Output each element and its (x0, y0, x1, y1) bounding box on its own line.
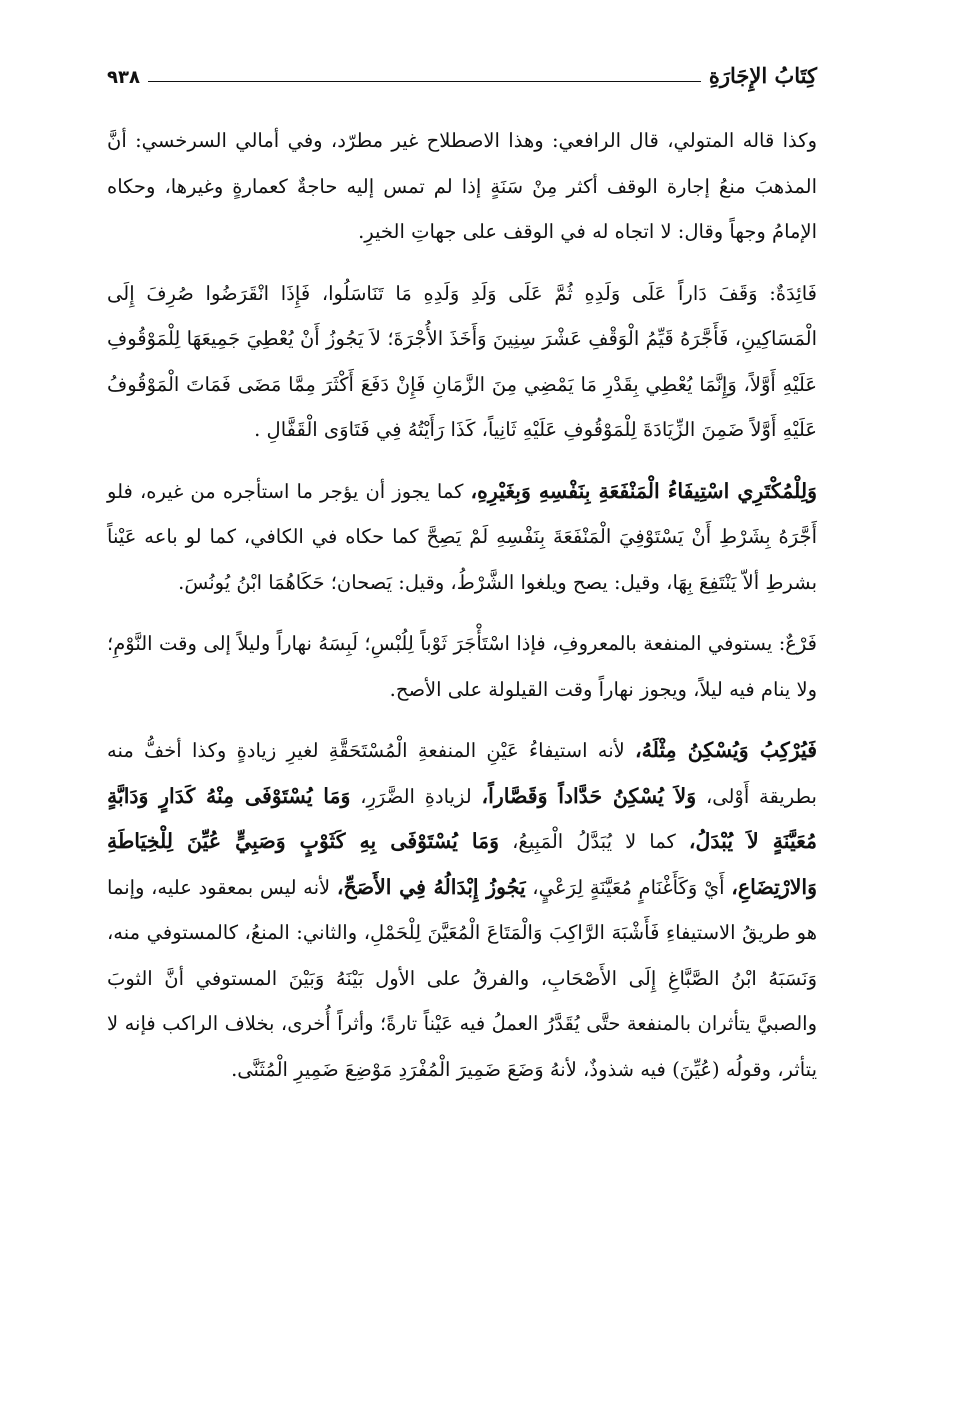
paragraph-2: فَائِدَةٌ: وَقَفَ دَاراً عَلَى وَلَدِهِ ثُمَّ عَلَى وَلَدِ وَلَدِهِ مَا تَنَاسَلُوا، فَإِذَا انْقَرَضُوا صُرِفَ إِلَى الْمَسَاكِينِ، فَأَجَّرَهُ قَيِّمُ الْوَقْفِ عَشْرَ سِنِينَ وَأَخَذَ الأُجْرَةَ؛ لاَ يَجُوزُ أَنْ يُعْطِيَ جَمِيعَهَا لِلْمَوْقُوفِ عَلَيْهِ أَوَّلاً، وَإِنَّمَا يُعْطِي بِقَدْرِ مَا يَمْضِي مِنَ الزَّمَانِ فَإِنْ دَفَعَ أَكْثَرَ مِمَّا مَضَى فَمَاتَ الْمَوْقُوفُ عَلَيْهِ أَوَّلاً ضَمِنَ الزِّيَادَةَ لِلْمَوْقُوفِ عَلَيْهِ ثَانِياً، كَذَا رَأَيْتُهُ فِي فَتَاوَى الْقَفَّالِ . (107, 281, 817, 441)
header-rule (148, 81, 701, 82)
matn-text: وَمَا يُسْتَوْفَى بِهِ كَثَوْبٍ وَصَبِيٍّ عُيِّنَ لِلْخِيَاطَةِ وَالارْتِضَاعِ، (107, 829, 818, 899)
paragraph-5 (107, 728, 817, 1092)
chapter-title: كِتَابُ الإِجَارَةِ (708, 63, 817, 88)
paragraph-1: وكذا قاله المتولي، قال الرافعي: وهذا الاصطلاح غير مطرّد، وفي أمالي السرخسي: أنَّ المذهبَ منعُ إجارة الوقف أكثر مِنْ سَنَةٍ إذا لم تمس إليه حاجةٌ كعمارةٍ وغيرها، وحكاه الإمامُ وجهاً وقال: لا اتجاه له في الوقف على جهاتِ الخيرِ. (107, 129, 817, 243)
matn-text: فَيُرْكِبُ وَيُسْكِنُ مِثْلَهُ، (635, 738, 817, 762)
sharh-text: لأنه استيفاءُ عَيْنِ المنفعةِ الْمُسْتَحَقَّةِ لغيرِ زيادةٍ وكذا أخفُّ منه بطريقة أَوْلى، (107, 739, 817, 808)
sharh-text: لأنه ليس بمعقود عليه، وإنما هو طريقُ الاستيفاءِ فَأَشْبَهَ الرَّاكِبَ وَالْمَتَاعَ الْمُعَيَّنَ لِلْحَمْلِ، والثاني: المنعُ، كالمستوفي منه، وَنَسَبَهُ ابْنُ الصَّبَّاغِ إِلَى الأَصْحَابِ، والفرقُ على الأول بَيْنَهُ وَبَيْنَ المستوفي أنَّ الثوبَ والصبيَّ يتأثران بالمنفعة حتَّى يُقَدَّرُ العملُ فيه عَيْناً تارةً؛ وأثراً أُخرى، بخلاف الراكب فإنه لا يتأثر، وقولُه (عُيِّنَ) فيه شذوذٌ، لأنهُ وَضَعَ ضَمِيرَ الْمُفْرَدِ مَوْضِعَ ضَمِيرِ الْمُثَنَّى. (107, 875, 817, 1081)
paragraph-3 (107, 469, 817, 606)
matn-text: وَلِلْمُكْتَرِي اسْتِيفَاءُ الْمَنْفَعَةِ بِنَفْسِهِ وَبِغَيْرِهِ، (470, 478, 817, 503)
sharh-text: لزيادةِ الضَّرَرِ، (360, 784, 472, 808)
matn-text: وَمَا يُسْتَوْفَى مِنْهُ كَدَارٍ وَدَابَّةٍ مُعَيَّنَةٍ لاَ يُبْدَلُ، (107, 783, 817, 853)
sharh-text: كما يجوز أن يؤجر ما استأجره من غيره، فلو أَجَّرَهُ بِشَرْطِ أَنْ يَسْتَوْفِيَ الْمَنْفَعَةَ بِنَفْسِهِ لَمْ يَصِحَّ كما حكاه في الكافي، كما لو باعه عَيْناً بشرطِ ألاّ يَنْتَفِعَ بِهَا، وقيل: يصح ويلغوا الشَّرْطُ، وقيل: يَصحان؛ حَكَاهُمَا ابْنُ يُونُسَ. (107, 479, 817, 594)
matn-text: يَجُوزُ إِبْدَالُهُ فِي الأَصَحِّ، (336, 874, 526, 899)
matn-text: وَلاَ يُسْكِنُ حَدَّاداً وَقَصَّاراً، (481, 783, 697, 808)
running-header (107, 54, 817, 88)
sharh-text: كما لا يُبَدَّلُ الْمَبِيعُ، (512, 830, 676, 853)
paragraph-4: فَرْعٌ: يستوفي المنفعة بالمعروفِ، فإذا اسْتَأْجَرَ ثَوْباً لِلُبْسِ؛ لَبِسَهُ نهاراً وليلاً إلى وقت النَّوْمِ؛ ولا ينام فيه ليلاً، ويجوز نهاراً وقت القيلولة على الأصح. (107, 632, 817, 701)
sharh-text: أَيْ وَكَأَغْنَامٍ مُعَيَّنَةٍ لِرَعْيٍ، (532, 875, 725, 899)
page-number: ٩٣٨ (107, 67, 140, 88)
